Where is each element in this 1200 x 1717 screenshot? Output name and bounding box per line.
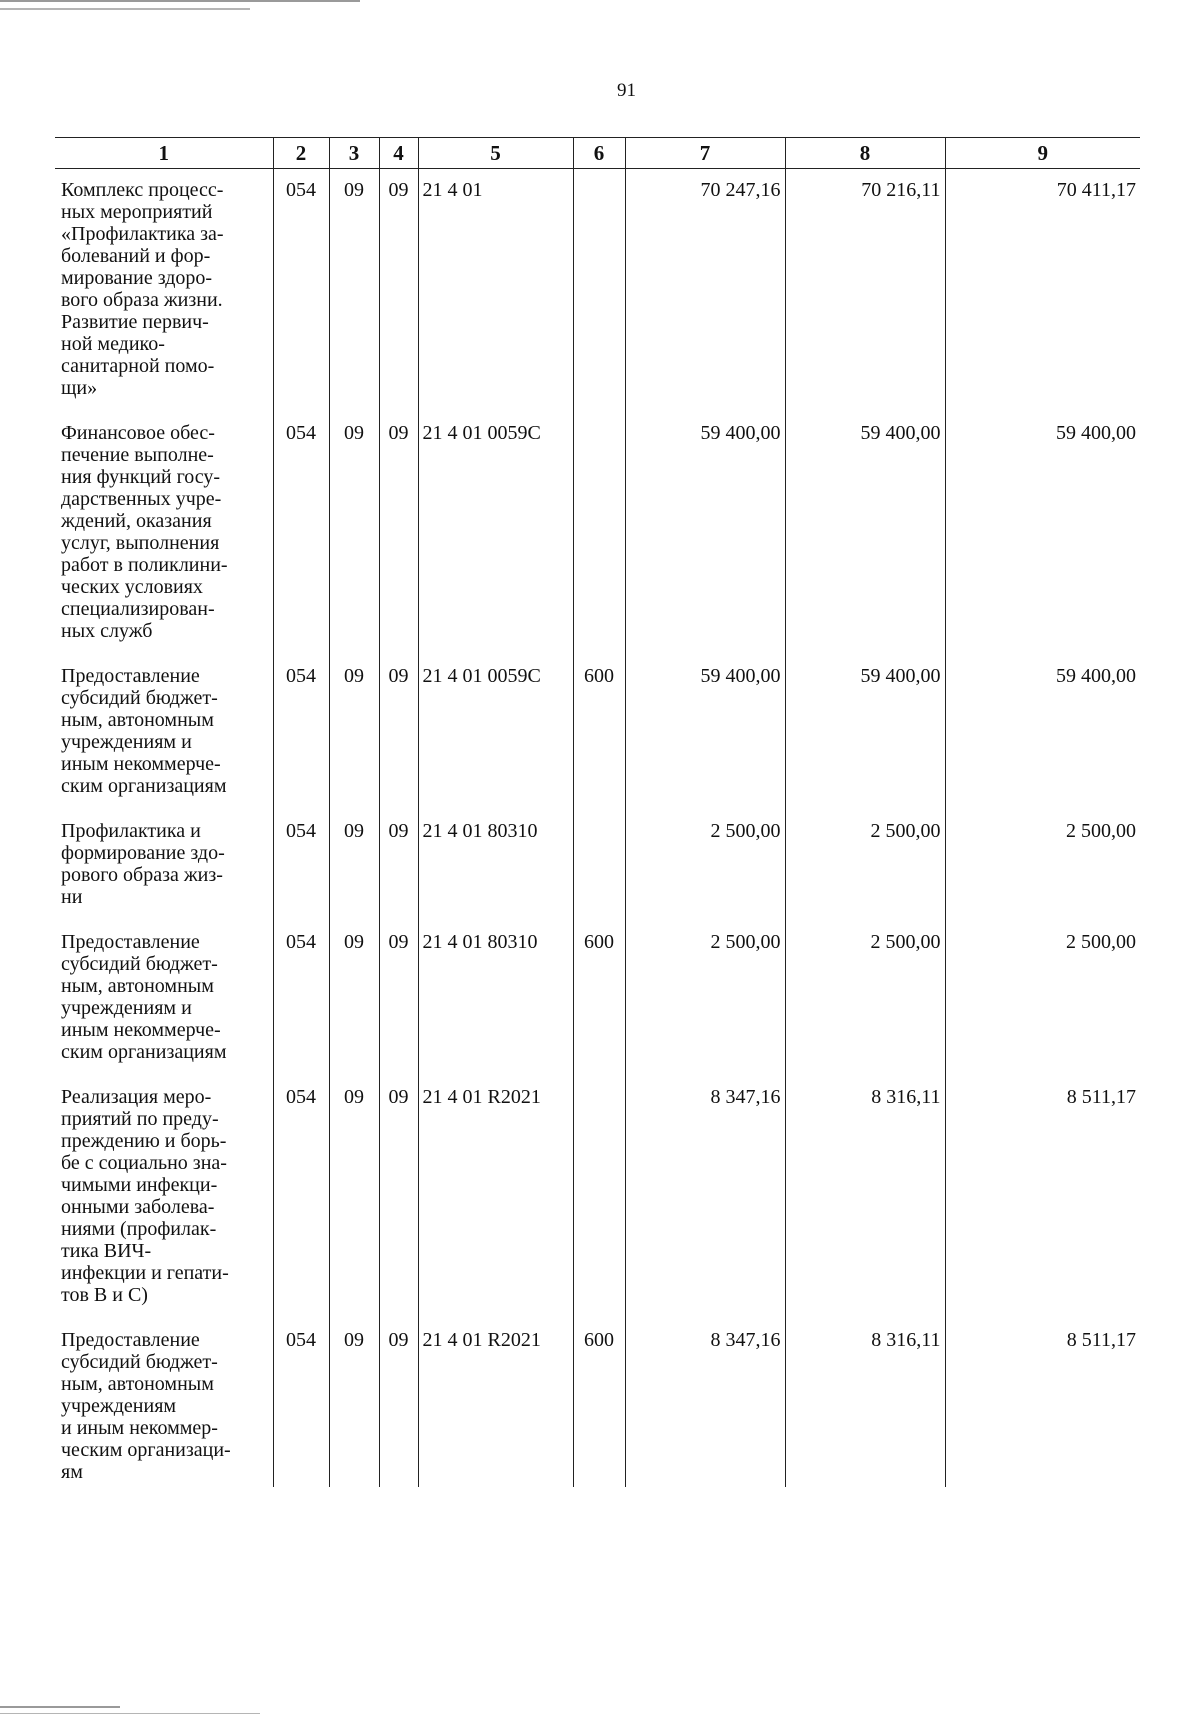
column-header: 4 [379,138,418,169]
target-article-code: 21 4 01 0059С [418,412,573,655]
amount-year3: 2 500,00 [945,921,1140,1076]
scan-edge-line [0,8,250,10]
table-row [55,1319,1140,1487]
expense-type-code [573,412,625,655]
expense-type-code [573,810,625,921]
budget-table [55,137,1140,1487]
column-header: 2 [273,138,329,169]
section-code: 09 [329,1319,379,1487]
expense-type-code: 600 [573,1319,625,1487]
ministry-code: 054 [273,655,329,810]
column-header: 3 [329,138,379,169]
subsection-code: 09 [379,810,418,921]
amount-year2: 70 216,11 [785,169,945,413]
amount-year3: 59 400,00 [945,655,1140,810]
amount-year3: 2 500,00 [945,810,1140,921]
ministry-code: 054 [273,412,329,655]
amount-year1: 70 247,16 [625,169,785,413]
expense-type-code: 600 [573,655,625,810]
target-article-code: 21 4 01 R2021 [418,1076,573,1319]
section-code: 09 [329,655,379,810]
amount-year3: 8 511,17 [945,1076,1140,1319]
amount-year2: 59 400,00 [785,655,945,810]
subsection-code: 09 [379,1076,418,1319]
scan-edge-line [0,0,360,2]
item-name: Предоставление субсидий бюджет- ным, автономным учреждениям и иным некоммерче- ским организациям [61,665,227,797]
ministry-code: 054 [273,921,329,1076]
item-name: Предоставление субсидий бюджет- ным, автономным учреждениям и иным некоммерче- ским организациям [61,931,227,1063]
target-article-code: 21 4 01 0059С [418,655,573,810]
target-article-code: 21 4 01 80310 [418,921,573,1076]
ministry-code: 054 [273,169,329,413]
scan-edge-line [0,1713,260,1714]
amount-year1: 2 500,00 [625,810,785,921]
amount-year1: 59 400,00 [625,655,785,810]
table-row [55,412,1140,655]
item-name: Реализация меро- приятий по преду- преждению и борь- бе с социально зна- чимыми инфекци- онными заболева- ниями (профилак- тика ВИЧ- инфекции и гепати- тов В и С) [61,1086,229,1306]
subsection-code: 09 [379,169,418,413]
section-code: 09 [329,1076,379,1319]
table-row [55,1076,1140,1319]
section-code: 09 [329,412,379,655]
table-row [55,921,1140,1076]
item-name: Комплекс процесс- ных мероприятий «Профилактика за- болеваний и фор- мирование здоро- вого образа жизни. Развитие первич- ной медико- санитарной помо- щи» [61,179,224,399]
subsection-code: 09 [379,1319,418,1487]
amount-year1: 59 400,00 [625,412,785,655]
amount-year3: 59 400,00 [945,412,1140,655]
ministry-code: 054 [273,1319,329,1487]
scan-edge-line [0,1706,120,1708]
table-row [55,169,1140,413]
section-code: 09 [329,921,379,1076]
amount-year1: 2 500,00 [625,921,785,1076]
expense-type-code [573,1076,625,1319]
section-code: 09 [329,810,379,921]
subsection-code: 09 [379,921,418,1076]
expense-type-code: 600 [573,921,625,1076]
amount-year2: 8 316,11 [785,1319,945,1487]
amount-year3: 70 411,17 [945,169,1140,413]
page-number: 91 [617,80,636,101]
ministry-code: 054 [273,810,329,921]
section-code: 09 [329,169,379,413]
column-header: 1 [55,138,273,169]
amount-year2: 2 500,00 [785,810,945,921]
amount-year1: 8 347,16 [625,1319,785,1487]
item-name: Профилактика и формирование здо- рового образа жиз- ни [61,820,225,908]
amount-year2: 8 316,11 [785,1076,945,1319]
item-name: Предоставление субсидий бюджет- ным, автономным учреждениям и иным некоммер- ческим организаци- ям [61,1329,231,1483]
ministry-code: 054 [273,1076,329,1319]
table-row [55,655,1140,810]
expense-type-code [573,169,625,413]
table-body [55,169,1140,1488]
target-article-code: 21 4 01 80310 [418,810,573,921]
column-header: 8 [785,138,945,169]
subsection-code: 09 [379,412,418,655]
header-row [55,138,1140,169]
column-header: 6 [573,138,625,169]
item-name: Финансовое обес- печение выполне- ния функций госу- дарственных учре- ждений, оказания услуг, выполнения работ в поликлини- ческих условиях специализирован- ных служб [61,422,228,642]
amount-year3: 8 511,17 [945,1319,1140,1487]
amount-year1: 8 347,16 [625,1076,785,1319]
column-header: 7 [625,138,785,169]
target-article-code: 21 4 01 [418,169,573,413]
column-header: 5 [418,138,573,169]
table-row [55,810,1140,921]
amount-year2: 59 400,00 [785,412,945,655]
column-header: 9 [945,138,1140,169]
target-article-code: 21 4 01 R2021 [418,1319,573,1487]
subsection-code: 09 [379,655,418,810]
amount-year2: 2 500,00 [785,921,945,1076]
